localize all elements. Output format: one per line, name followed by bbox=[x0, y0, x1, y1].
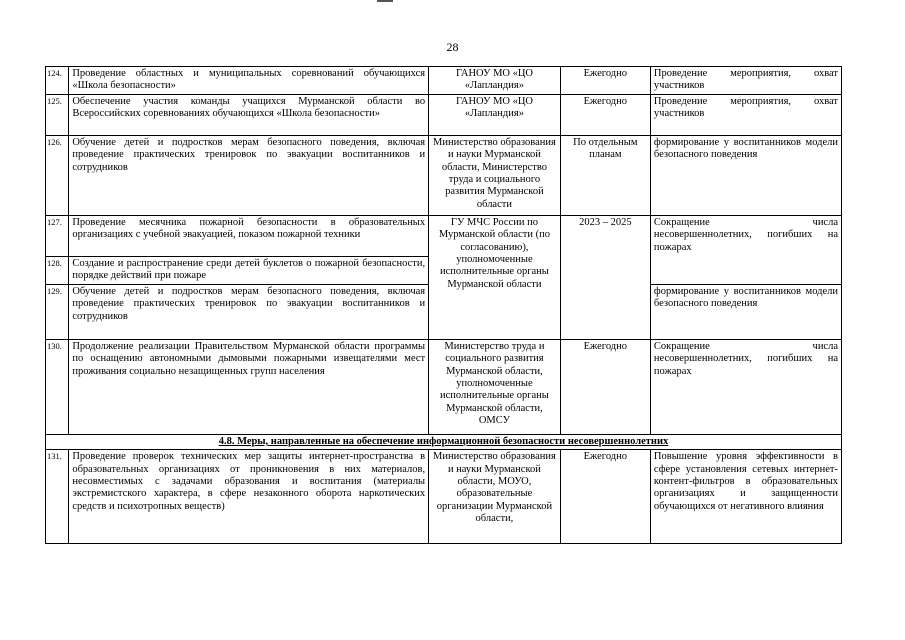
execution-term: Ежегодно bbox=[560, 94, 650, 135]
expected-result: Повышение уровня эффективности в сфере установления сетевых интернет-контент-фильтров в образовательных организациях и защищенности обучающихся от негативного влияния bbox=[650, 450, 841, 544]
measure-description: Обучение детей и подростков мерам безопасного поведения, включая проведение практических тренировок по эвакуации воспитанников и сотрудников bbox=[69, 284, 429, 339]
row-number: 126. bbox=[46, 135, 69, 215]
execution-term: Ежегодно bbox=[560, 450, 650, 544]
table-row bbox=[46, 135, 842, 215]
table-row bbox=[46, 94, 842, 135]
table-row bbox=[46, 67, 842, 95]
expected-result: Сокращение числа несовершеннолетних, погибших на пожарах bbox=[650, 339, 841, 434]
measure-description: Создание и распространение среди детей буклетов о пожарной безопасности, порядке действий при пожаре bbox=[69, 256, 429, 284]
measure-description: Проведение проверок технических мер защиты интернет-пространства в образовательных организациях от проникновения в них материалов, несовместимых с задачами образования и воспитания (материалы экстремистского характера, в сфере незаконного оборота наркотических средств и психотропных веществ) bbox=[69, 450, 429, 544]
row-number: 130. bbox=[46, 339, 69, 434]
expected-result: Проведение мероприятия, охват участников bbox=[650, 67, 841, 95]
scan-top-mark bbox=[377, 0, 393, 2]
execution-term: 2023 – 2025 bbox=[560, 215, 650, 339]
execution-term: По отдельным планам bbox=[560, 135, 650, 215]
measure-description: Продолжение реализации Правительством Мурманской области программы по оснащению автономными дымовыми пожарными извещателями мест проживания социально незащищенных групп населения bbox=[69, 339, 429, 434]
measure-description: Проведение месячника пожарной безопасности в образовательных организациях с учебной эвакуацией, показом пожарной техники bbox=[69, 215, 429, 256]
section-heading-row bbox=[46, 434, 842, 449]
section-heading bbox=[46, 434, 842, 449]
row-number: 131. bbox=[46, 450, 69, 544]
table-row bbox=[46, 339, 842, 434]
execution-term: Ежегодно bbox=[560, 67, 650, 95]
execution-term: Ежегодно bbox=[560, 339, 650, 434]
table-row bbox=[46, 215, 842, 256]
responsible-executors: ГУ МЧС России по Мурманской области (по согласованию), уполномоченные исполнительные органы Мурманской области bbox=[429, 215, 561, 339]
responsible-executors: ГАНОУ МО «ЦО «Лапландия» bbox=[429, 67, 561, 95]
responsible-executors: ГАНОУ МО «ЦО «Лапландия» bbox=[429, 94, 561, 135]
expected-result: Сокращение числа несовершеннолетних, погибших на пожарах bbox=[650, 215, 841, 284]
measures-table bbox=[45, 66, 842, 544]
responsible-executors: Министерство образования и науки Мурманской области, МОУО, образовательные организации Мурманской области, bbox=[429, 450, 561, 544]
expected-result: формирование у воспитанников модели безопасного поведения bbox=[650, 135, 841, 215]
responsible-executors: Министерство труда и социального развития Мурманской области, уполномоченные исполнительные органы Мурманской области, ОМСУ bbox=[429, 339, 561, 434]
responsible-executors: Министерство образования и науки Мурманской области, Министерство труда и социального развития Мурманской области bbox=[429, 135, 561, 215]
measure-description: Обеспечение участия команды учащихся Мурманской области во Всероссийских соревнованиях обучающихся «Школа безопасности» bbox=[69, 94, 429, 135]
expected-result: Проведение мероприятия, охват участников bbox=[650, 94, 841, 135]
table-row bbox=[46, 450, 842, 544]
row-number: 124. bbox=[46, 67, 69, 95]
row-number: 127. bbox=[46, 215, 69, 256]
expected-result: формирование у воспитанников модели безопасного поведения bbox=[650, 284, 841, 339]
page-number: 28 bbox=[446, 40, 459, 54]
measure-description: Обучение детей и подростков мерам безопасного поведения, включая проведение практических тренировок по эвакуации воспитанников и сотрудников bbox=[69, 135, 429, 215]
measure-description: Проведение областных и муниципальных соревнований обучающихся «Школа безопасности» bbox=[69, 67, 429, 95]
row-number: 128. bbox=[46, 256, 69, 284]
row-number: 129. bbox=[46, 284, 69, 339]
row-number: 125. bbox=[46, 94, 69, 135]
section-title: 4.8. Меры, направленные на обеспечение информационной безопасности несовершеннолетних bbox=[218, 435, 669, 447]
